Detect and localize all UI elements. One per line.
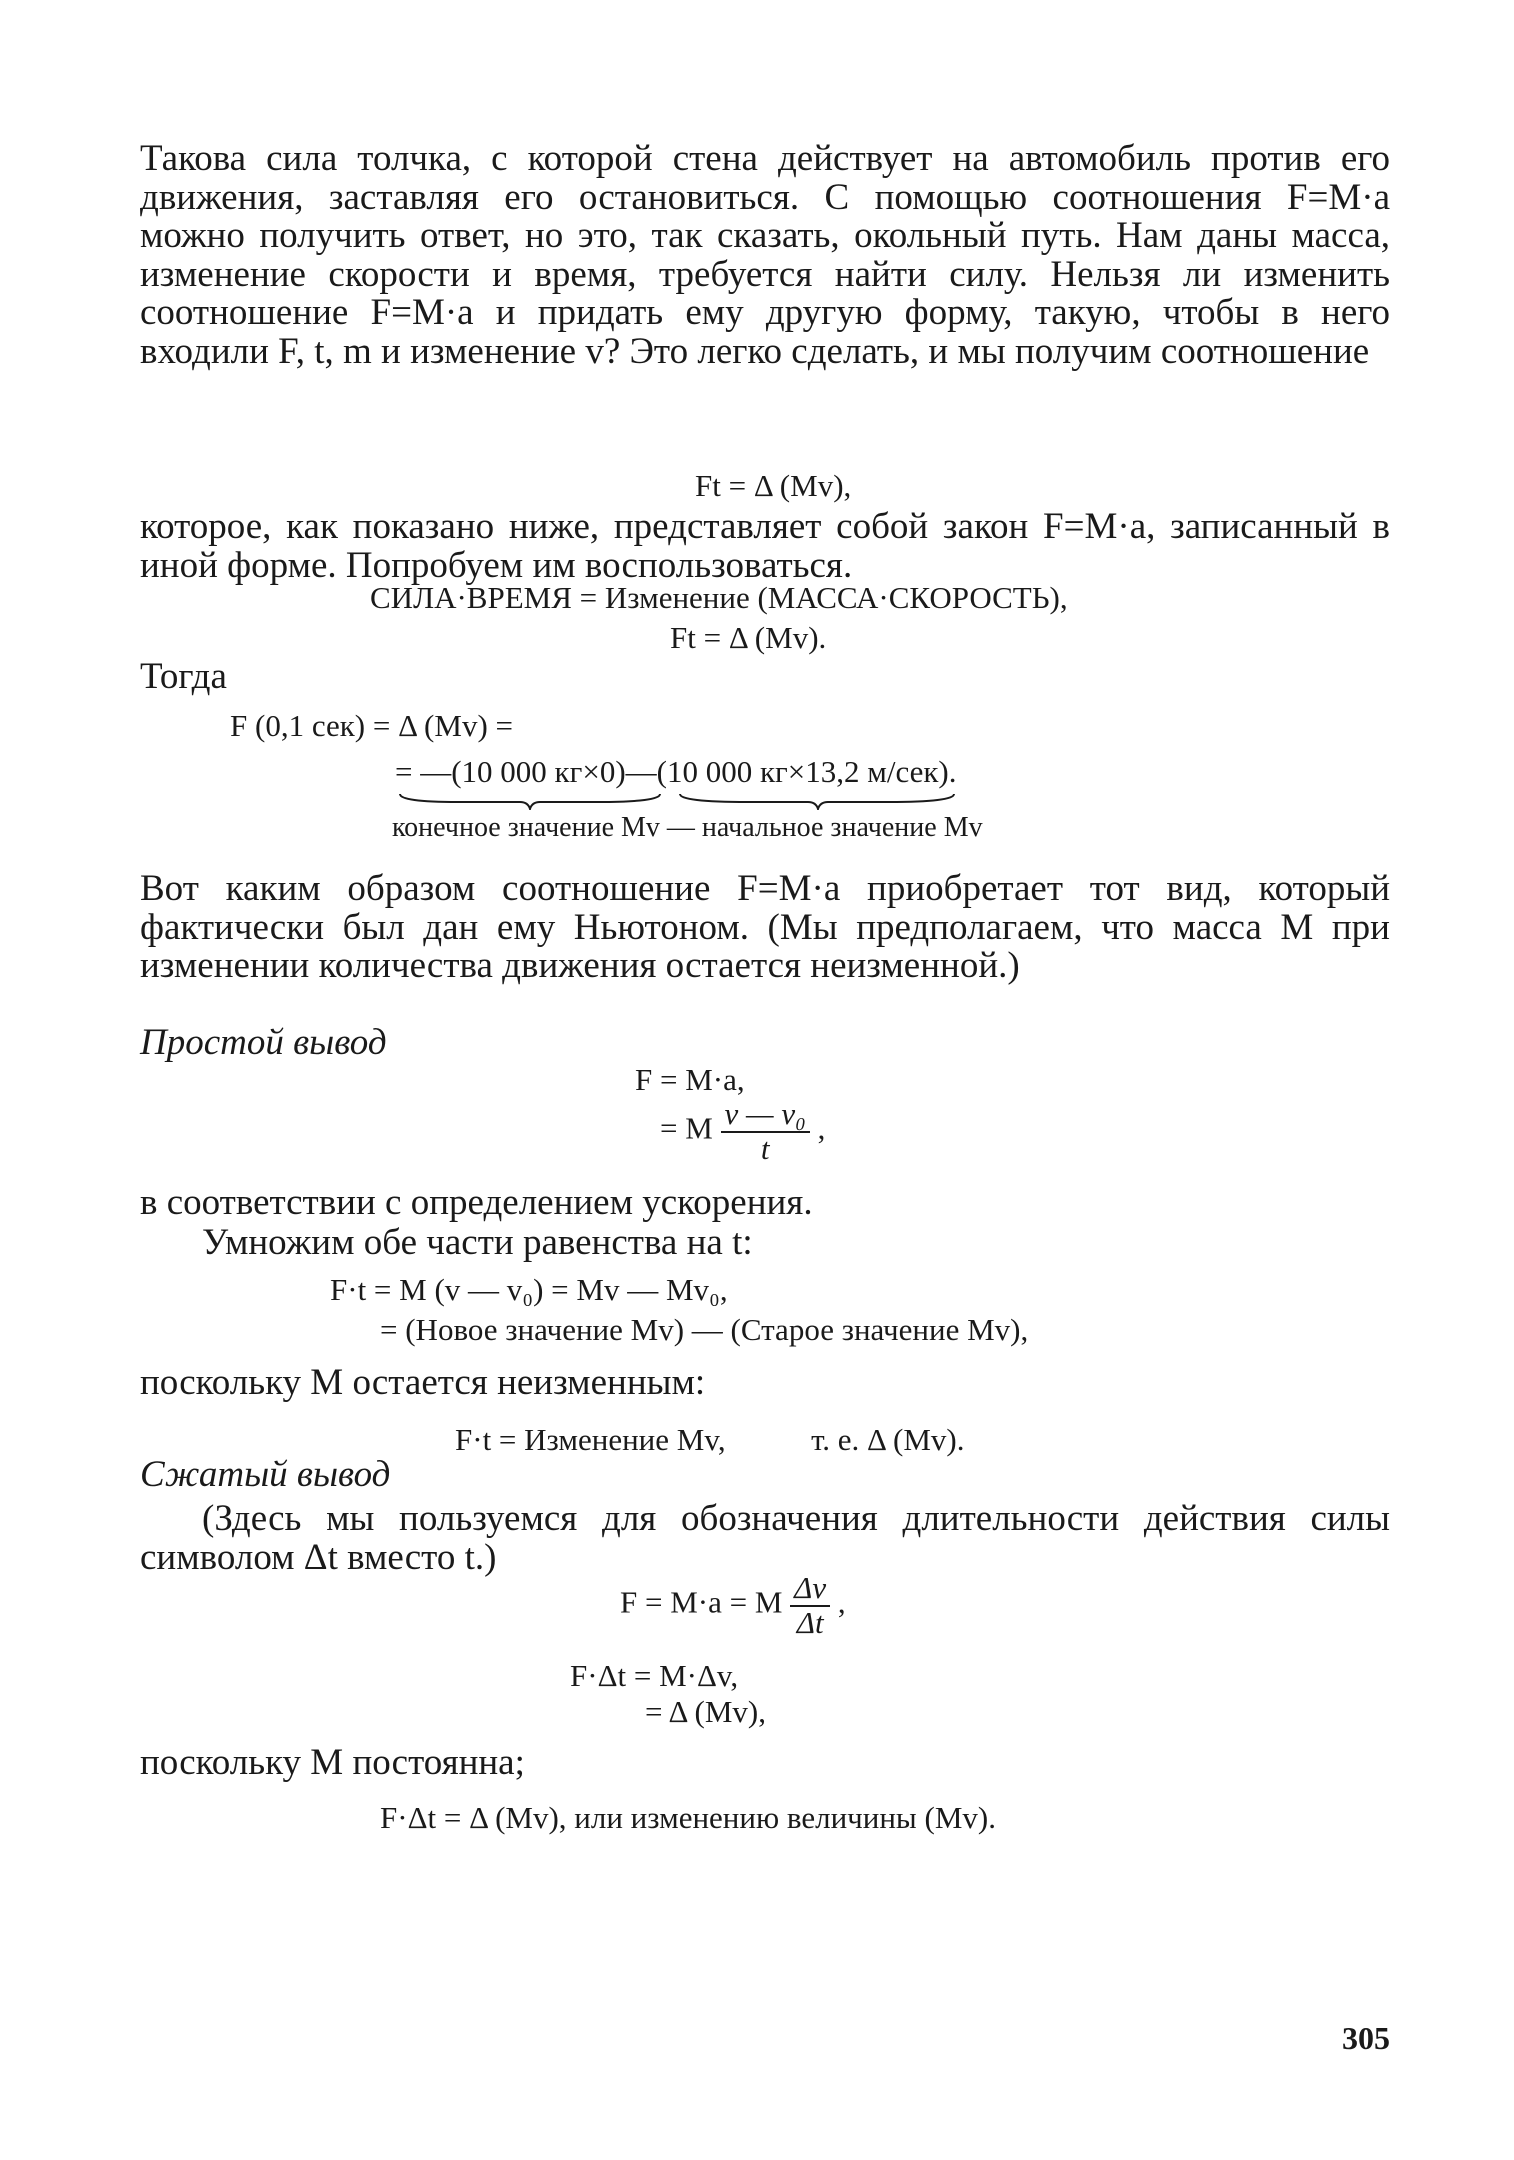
equation-delta-mv: = Δ (Mv),	[645, 1694, 766, 1729]
paragraph-intro: Такова сила толчка, с которой стена действует на автомобиль против его движения, заставляя его остановиться. С помощью соотношения F=M·a можно получить ответ, но это, так сказать, окольный путь. Нам даны масса, изменение скорости и время, требуется найти силу. Нельзя ли изменить соотношение F=M·a и придать ему другую форму, такую, чтобы в него входили F, t, m и изменение v? Это легко сделать, и мы получим соотношение	[140, 138, 1390, 372]
fraction-delta: $\frac{\Delta v}{\Delta t}$	[790, 1572, 830, 1639]
equation-impulse-2	[395, 754, 956, 790]
fraction-velocity: $\frac{\text{v — v₀}}{t}$	[721, 1098, 810, 1165]
equation-acceleration: = M $\frac{\text{v — v₀}}{t}$ ,	[660, 1096, 826, 1166]
paragraph-constant-mass: поскольку M остается неизменным:	[140, 1362, 706, 1403]
equation-newton: F = M·a,	[635, 1062, 745, 1097]
paragraph-togda: Тогда	[140, 656, 227, 697]
equation-ft: Ft = Δ (Mv),	[695, 468, 852, 503]
equation-ft-2: Ft = Δ (Mv).	[670, 620, 827, 655]
final-momentum-term: = —(10 000 кг×0)	[395, 754, 626, 789]
paragraph-definition: в соответствии с определением ускорения.	[140, 1182, 813, 1223]
initial-momentum-term: —(10 000 кг×13,2 м/сек).	[625, 754, 957, 789]
equation-impulse-1: F (0,1 сек) = Δ (Mv) =	[230, 708, 513, 743]
paragraph-multiply: Умножим обе части равенства на t:	[202, 1222, 753, 1263]
paragraph-newton-form-2: Вот каким образом соотношение F=M·a приобретает тот вид, который фактически был дан ему Ньютоном. (Мы предполагаем, что масса M при изменении количества движения остается неизменной.)	[140, 868, 1390, 987]
equation-new-old: = (Новое значение Mv) — (Старое значение Mv),	[380, 1312, 1029, 1347]
equation-change: F·t = Изменение Mv, т. е. Δ (Mv).	[455, 1422, 965, 1457]
paragraph-constant: поскольку M постоянна;	[140, 1742, 525, 1783]
underbrace-marks	[398, 792, 958, 810]
section-title-short: Сжатый вывод	[140, 1454, 391, 1495]
section-title-simple: Простой вывод	[140, 1022, 387, 1063]
equation-words: СИЛА·ВРЕМЯ = Изменение (МАССА·СКОРОСТЬ),	[370, 580, 1068, 615]
equation-ft-expand: F·t = M (v — v₀) = Mv — Mv₀,	[330, 1272, 728, 1307]
equation-delta: F = M·a = M $\frac{\Delta v}{\Delta t}$ ,	[620, 1570, 846, 1640]
page-number: 305	[1342, 2020, 1390, 2056]
paragraph-newton-form: которое, как показано ниже, представляет собой закон F=M·a, записанный в иной форме. Попробуем им воспользоваться.	[140, 506, 1390, 586]
paragraph-delta-t: (Здесь мы пользуемся для обозначения длительности действия силы символом Δt вместо t.)	[140, 1498, 1390, 1578]
equation-f-dt: F·Δt = M·Δv,	[570, 1658, 739, 1693]
underbrace-caption: конечное значение Mv — начальное значение Mv	[392, 812, 983, 843]
equation-final: F·Δt = Δ (Mv), или изменению величины (Mv).	[380, 1800, 996, 1835]
